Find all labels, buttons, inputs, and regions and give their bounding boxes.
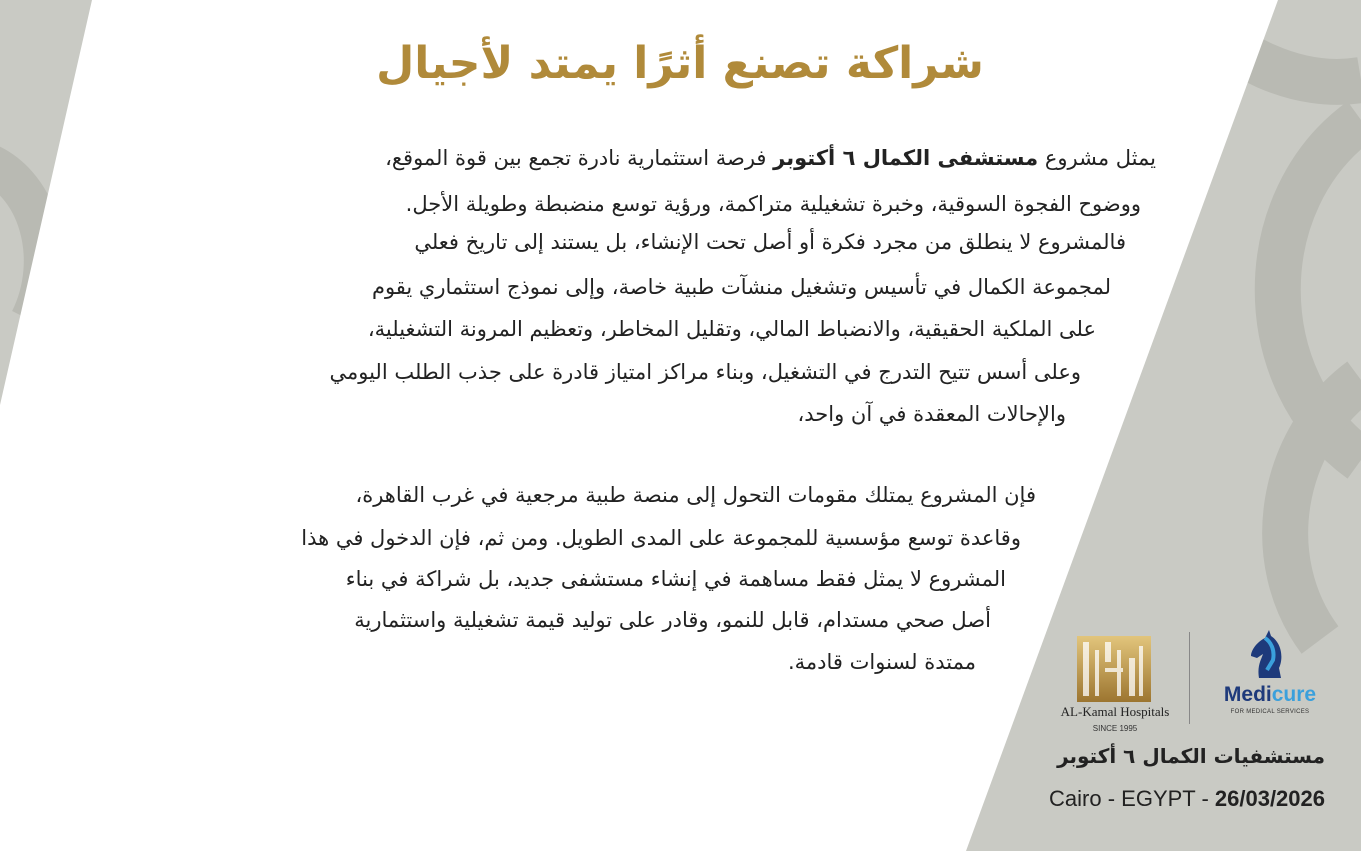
medicure-word-part1: Medi [1223, 683, 1272, 706]
medicure-wordmark [1205, 683, 1335, 707]
al-kamal-building-icon [1077, 636, 1151, 702]
paragraph-2-line-2: وقاعدة توسع مؤسسية للمجموعة على المدى الطويل. ومن ثم، فإن الدخول في هذا [301, 526, 1021, 550]
paragraph-2-line-4: أصل صحي مستدام، قابل للنمو، وقادر على توليد قيمة تشغيلية واستثمارية [354, 608, 991, 632]
logo-divider [1189, 632, 1190, 724]
p1-line1-suffix: فرصة استثمارية نادرة تجمع بين قوة الموقع، [385, 146, 774, 170]
knight-chess-icon [1247, 630, 1287, 680]
p1-line1-prefix: يمثل مشروع [1038, 146, 1156, 170]
footer-hospital-name: مستشفيات الكمال ٦ أكتوبر [1057, 744, 1325, 768]
paragraph-1-line-1 [385, 146, 1156, 170]
project-name: مستشفى الكمال ٦ أكتوبر [773, 146, 1039, 170]
headline: شراكة تصنع أثرًا يمتد لأجيال [376, 38, 984, 89]
al-kamal-since: SINCE 1995 [1092, 724, 1138, 733]
medicure-logo [1205, 628, 1335, 720]
al-kamal-logo [1040, 632, 1190, 742]
paragraph-2-line-5: ممتدة لسنوات قادمة. [788, 650, 976, 674]
medicure-tagline: FOR MEDICAL SERVICES [1230, 709, 1310, 715]
paragraph-1-line-4: لمجموعة الكمال في تأسيس وتشغيل منشآت طبية خاصة، وإلى نموذج استثماري يقوم [371, 275, 1111, 299]
paragraph-1-line-2: ووضوح الفجوة السوقية، وخبرة تشغيلية متراكمة، ورؤية توسع منضبطة وطويلة الأجل. [405, 192, 1141, 216]
footer-location: Cairo - EGYPT - [1049, 786, 1215, 811]
paragraph-1-line-7: والإحالات المعقدة في آن واحد، [797, 402, 1066, 426]
paragraph-2-line-1: فإن المشروع يمتلك مقومات التحول إلى منصة طبية مرجعية في غرب القاهرة، [355, 483, 1036, 507]
paragraph-1-line-5: على الملكية الحقيقية، والانضباط المالي، وتقليل المخاطر، وتعظيم المرونة التشغيلية، [367, 317, 1096, 341]
paragraph-1-line-6: وعلى أسس تتيح التدرج في التشغيل، وبناء مراكز امتياز قادرة على جذب الطلب اليومي [329, 360, 1081, 384]
al-kamal-name: AL-Kamal Hospitals [1060, 704, 1170, 719]
paragraph-1-line-3: فالمشروع لا ينطلق من مجرد فكرة أو أصل تحت الإنشاء، بل يستند إلى تاريخ فعلي [414, 230, 1126, 254]
footer-location-date [1049, 786, 1325, 812]
paragraph-2-line-3: المشروع لا يمثل فقط مساهمة في إنشاء مستشفى جديد، بل شراكة في بناء [345, 567, 1006, 591]
footer-date: 26/03/2026 [1214, 786, 1325, 811]
medicure-word-part2: cure [1271, 683, 1317, 706]
